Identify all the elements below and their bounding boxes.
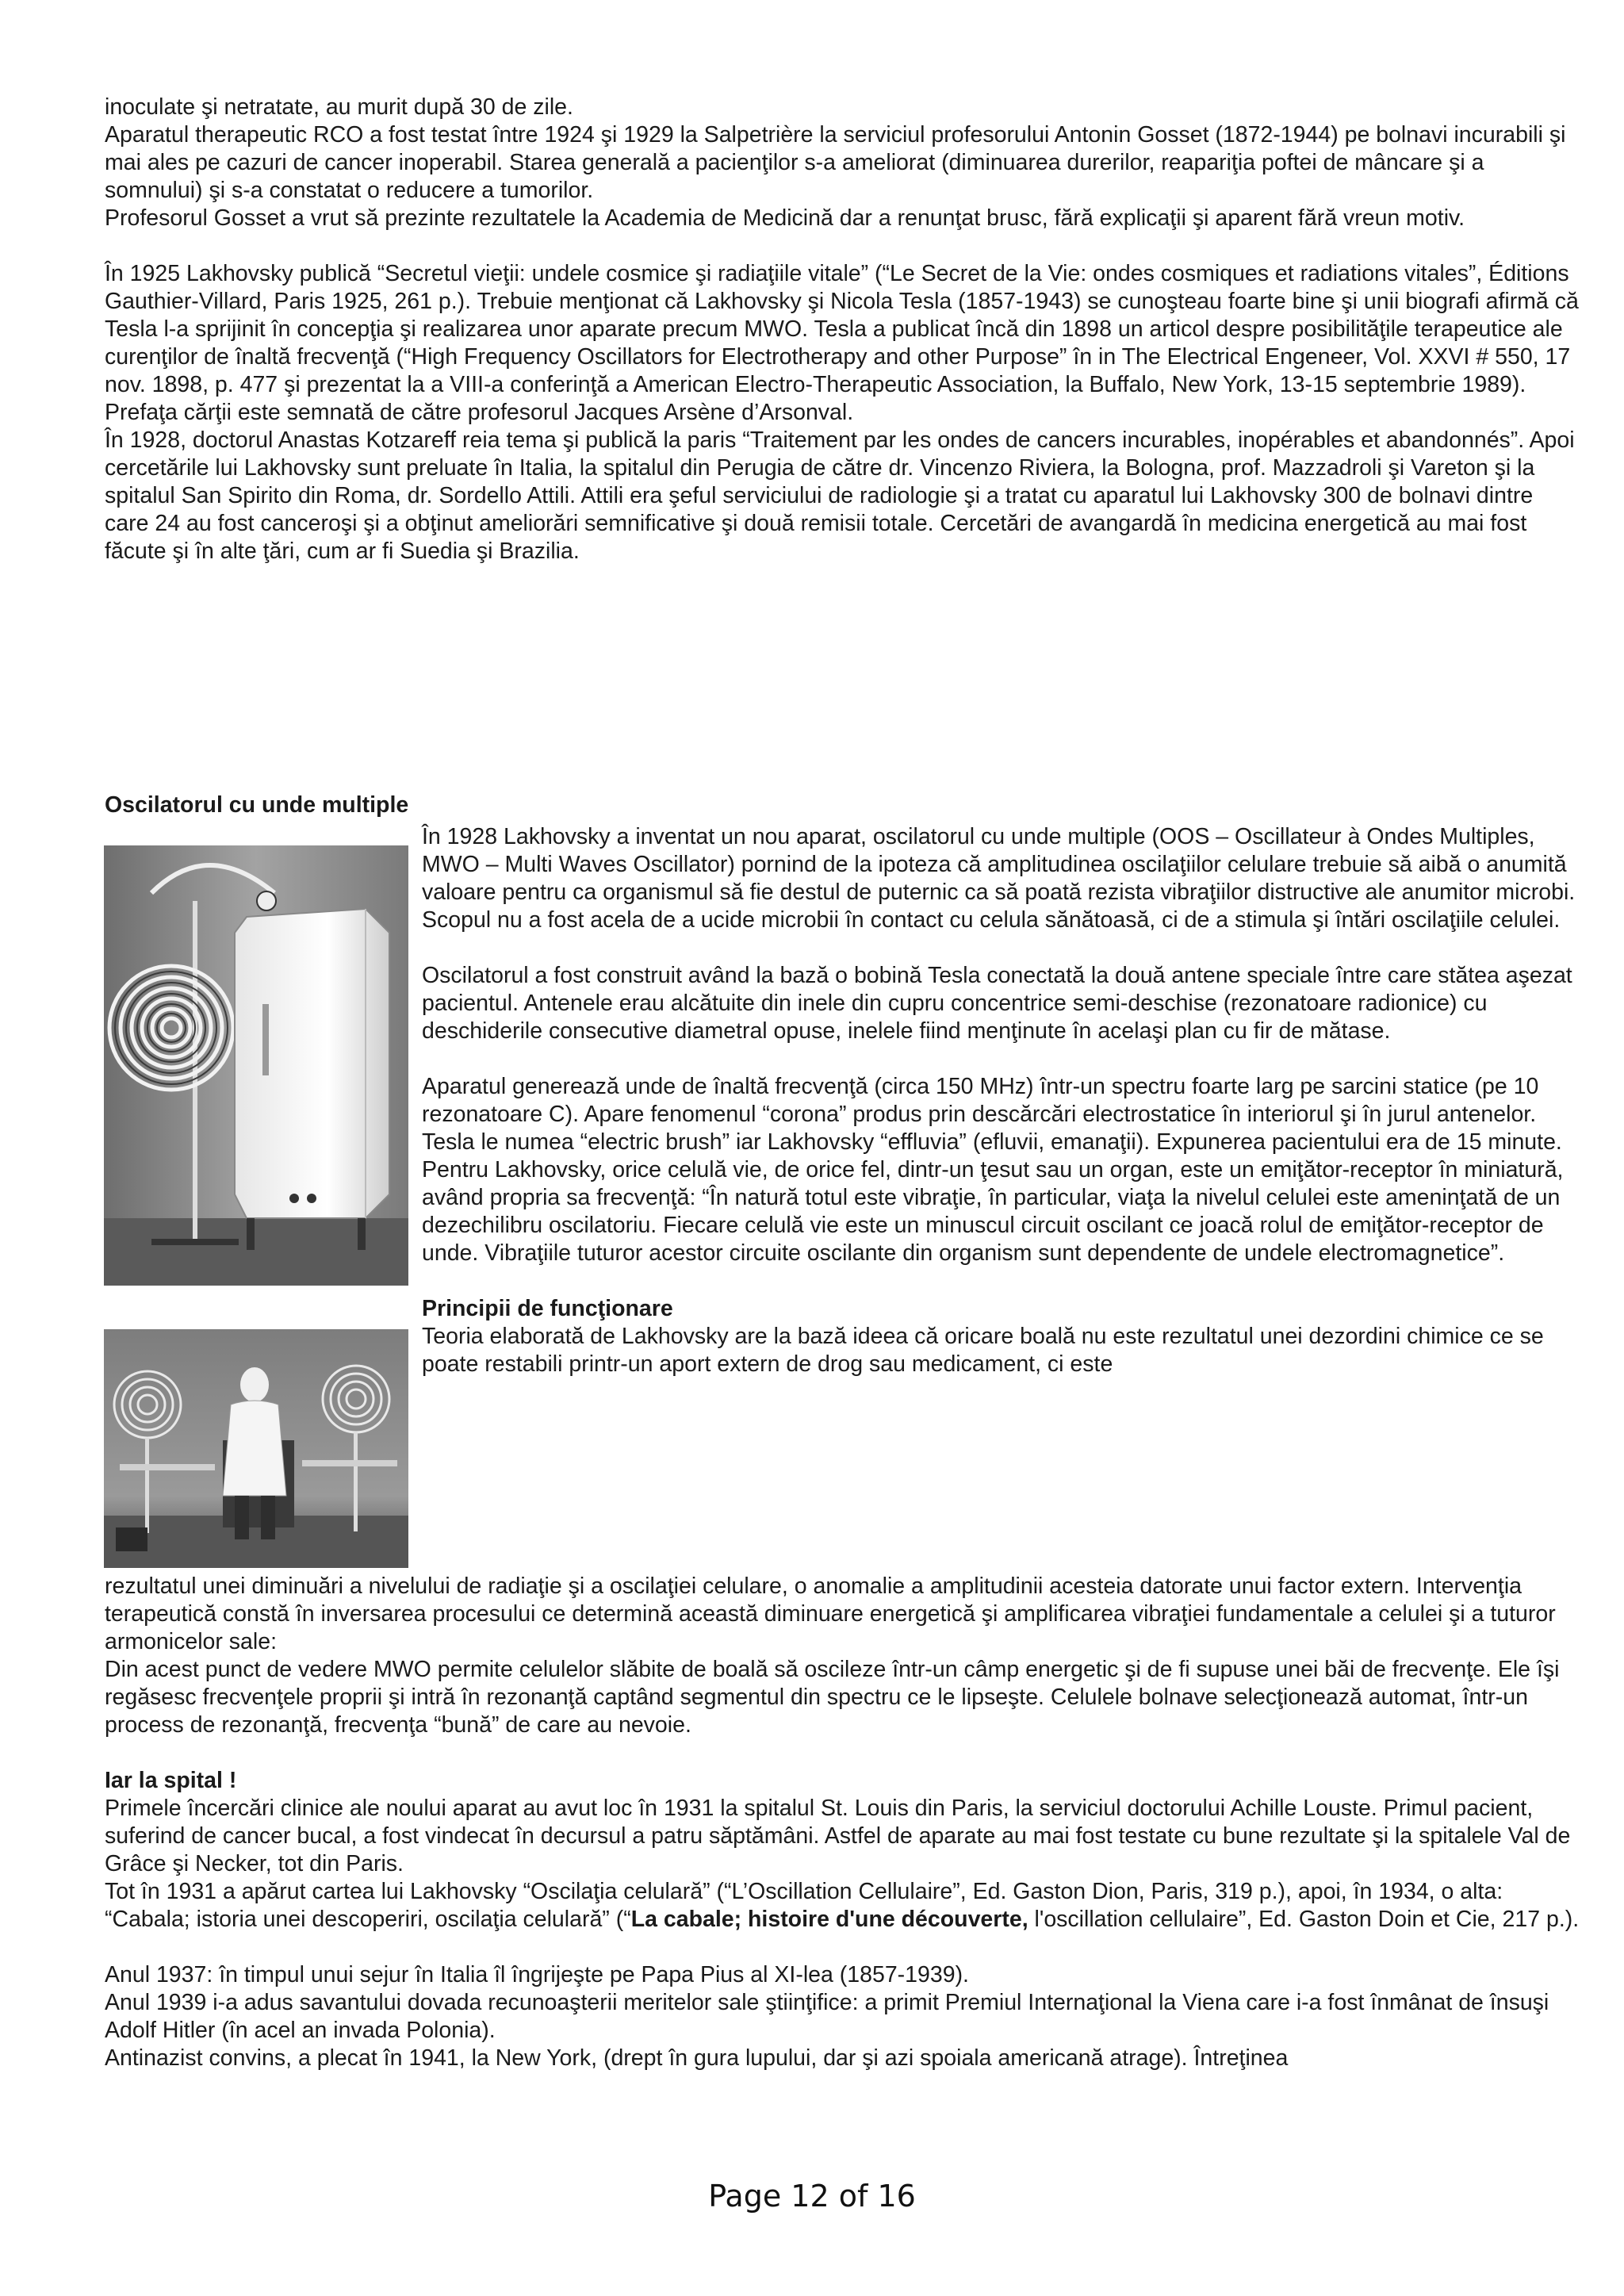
- principles-continuation: [105, 1573, 1580, 2072]
- paragraph: Oscilatorul a fost construit având la bază o bobină Tesla conectată la două antene speciale între care stătea aşezat pacientul. Antenele erau alcătuite din inele din cupru concentrice semi-deschise (rezonatoare radionice) cu deschiderile consecutive diametral opuse, inelele fiind menţinute în acelaşi plan cu fir de mătase.: [422, 963, 1572, 1044]
- paragraph: Teoria elaborată de Lakhovsky are la bază ideea că oricare boală nu este rezultatul unei dezordini chimice ce se poate restabili printr-un aport extern de drog sau medicament, ci este: [422, 1324, 1544, 1377]
- oscillator-machine-photo: [104, 845, 408, 1286]
- paragraph: În 1925 Lakhovsky publică “Secretul vieţii: undele cosmice şi radiaţiile vitale” (“Le Secret de la Vie: ondes cosmiques et radiations vitales”, Éditions Gauthier-Villard, Paris 1925, 261 p.). Trebuie menţionat că Lakhovsky şi Nicola Tesla (1857-1943) se cunoşteau foarte bine şi unii biografi afirmă că Tesla l-a sprijinit în concepţia şi realizarea unor aparate precum MWO. Tesla a publicat încă din 1898 un articol despre posibilităţile terapeutice ale curenţilor de înaltă frecvenţă (“High Frequency Oscillators for Electrotherapy and other Purpose” în in The Electrical Engeneer, Vol. XXVI # 550, 17 nov. 1898, p. 477 şi prezentat la a VIII-a conferinţă a American Electro-Therapeutic Association, la Buffalo, New York, 13-15 septembrie 1989).: [105, 261, 1579, 397]
- section-heading-oscillator: Oscilatorul cu unde multiple: [105, 792, 409, 818]
- oscillator-text: [422, 823, 1580, 1378]
- paragraph: Antinazist convins, a plecat în 1941, la New York, (drept în gura lupului, dar şi azi spoiala americană atrage). Întreţinea: [105, 2045, 1289, 2071]
- paragraph: Pentru Lakhovsky, orice celulă vie, de orice fel, dintr-un ţesut sau un organ, este un emiţător-receptor în miniatură, având propria sa frecvenţă: “În natură totul este vibraţie, în particular, viaţa la nivelul celulei este ameninţată de un dezechilibru oscilatoriu. Fiecare celulă vie este un minuscul circuit oscilant ce joacă rolul de emiţător-receptor de unde. Vibraţiile tuturor acestor circuite oscilante din organism sunt dependente de undele electromagnetice”.: [422, 1157, 1564, 1266]
- paragraph: Primele încercări clinice ale noului aparat au avut loc în 1931 la spitalul St. Louis din Paris, la serviciul doctorului Achille Louste. Primul pacient, suferind de cancer bucal, a fost vindecat în decursul a patru săptămâni. Astfel de aparate au mai fost testate cu bune rezultate şi la spitalele Val de Grâce şi Necker, tot din Paris.: [105, 1796, 1571, 1876]
- paragraph: inoculate şi netratate, au murit după 30 de zile.: [105, 94, 573, 120]
- section-heading-principles: Principii de funcţionare: [422, 1296, 673, 1321]
- paragraph: Tot în 1931 a apărut cartea lui Lakhovsky “Oscilaţia celulară” (“L’Oscillation Cellulaire”, Ed. Gaston Dion, Paris, 319 p.), apoi, în 1934, o alta: “Cabala; istoria unei descoperiri, oscilaţia celulară” (“La cabale; histoire d'une découverte, l'oscillation cellulaire”, Ed. Gaston Doin et Cie, 217 p.).: [105, 1879, 1580, 1932]
- paragraph: Prefaţa cărţii este semnată de către profesorul Jacques Arsène d’Arsonval.: [105, 400, 854, 425]
- section-heading-hospital: Iar la spital !: [105, 1768, 237, 1793]
- total-pages-number: 16: [877, 2179, 916, 2214]
- current-page-number: 12: [791, 2179, 829, 2214]
- paragraph: Din acest punct de vedere MWO permite celulelor slăbite de boală să oscileze într-un câmp energetic şi de fi supuse unei băi de frecvenţe. Ele îşi regăsesc frecvenţele proprii şi intră în rezonanţă captând segmentul din spectru ce le lipseşte. Celulele bolnave selecţionează automat, într-un process de rezonanţă, frecvenţa “bună” de care au nevoie.: [105, 1657, 1560, 1738]
- patient-treatment-photo: [104, 1329, 408, 1568]
- paragraph: Aparatul therapeutic RCO a fost testat între 1924 şi 1929 la Salpetrière la serviciul profesorului Antonin Gosset (1872-1944) pe bolnavi incurabili şi mai ales pe cazuri de cancer inoperabil. Starea generală a pacienţilor s-a ameliorat (diminuarea durerilor, reapariţia poftei de mâncare şi a somnului) şi s-a constatat o reducere a tumorilor.: [105, 122, 1566, 203]
- bold-book-title: La cabale; histoire d'une découverte,: [630, 1907, 1028, 1932]
- paragraph: Aparatul generează unde de înaltă frecvenţă (circa 150 MHz) într-un spectru foarte larg pe sarcini statice (pe 10 rezonatoare C). Apare fenomenul “corona” produs prin descărcări electrostatice în interiorul şi în jurul antenelor. Tesla le numea “electric brush” iar Lakhovsky “effluvia” (efluvii, emanaţii). Expunerea pacientului era de 15 minute.: [422, 1074, 1562, 1155]
- top-section: [105, 94, 1580, 565]
- paragraph: În 1928 Lakhovsky a inventat un nou aparat, oscilatorul cu unde multiple (OOS – Oscillateur à Ondes Multiples, MWO – Multi Waves Oscillator) pornind de la ipoteza că amplitudinea oscilaţiilor celulare trebuie să aibă o anumită valoare pentru ca organismul să fie destul de puternic ca să poată rezista vibraţiilor distructive ale anumitor microbi. Scopul nu a fost acela de a ucide microbii în contact cu celula sănătoasă, ci de a stimula şi întări oscilaţiile celulei.: [422, 824, 1576, 933]
- paragraph: Anul 1937: în timpul unui sejur în Italia îl îngrijeşte pe Papa Pius al XI-lea (1857-1939).: [105, 1962, 969, 1987]
- paragraph: În 1928, doctorul Anastas Kotzareff reia tema şi publică la paris “Traitement par les ondes de cancers incurables, inopérables et abandonnés”. Apoi cercetările lui Lakhovsky sunt preluate în Italia, la spitalul din Perugia de către dr. Vincenzo Riviera, la Bologna, prof. Mazzadroli şi Vareton şi la spitalul San Spirito din Roma, dr. Sordello Attili. Attili era şeful serviciului de radiologie şi a tratat cu aparatul lui Lakhovsky 300 de bolnavi dintre care 24 au fost canceroşi şi a obţinut ameliorări semnificative şi două remisii totale. Cercetări de avangardă în medicina energetică au mai fost făcute şi în alte ţări, cum ar fi Suedia şi Brazilia.: [105, 427, 1575, 564]
- paragraph: rezultatul unei diminuări a nivelului de radiaţie şi a oscilaţiei celulare, o anomalie a amplitudinii acesteia datorate unui factor extern. Intervenţia terapeutică constă în inversarea procesului ce determină această diminuare energetică şi amplificarea vibraţiei fundamentale a celulei şi a tuturor armonicelor sale:: [105, 1573, 1556, 1654]
- paragraph: Anul 1939 i-a adus savantului dovada recunoaşterii meritelor sale ştiinţifice: a primit Premiul Internaţional la Viena care i-a fost înmânat de însuşi Adolf Hitler (în acel an invada Polonia).: [105, 1990, 1549, 2043]
- page-number-footer: Page 12 of 16: [708, 2179, 916, 2214]
- paragraph: Profesorul Gosset a vrut să prezinte rezultatele la Academia de Medicină dar a renunţat brusc, fără explicaţii şi aparent fără vreun motiv.: [105, 205, 1465, 231]
